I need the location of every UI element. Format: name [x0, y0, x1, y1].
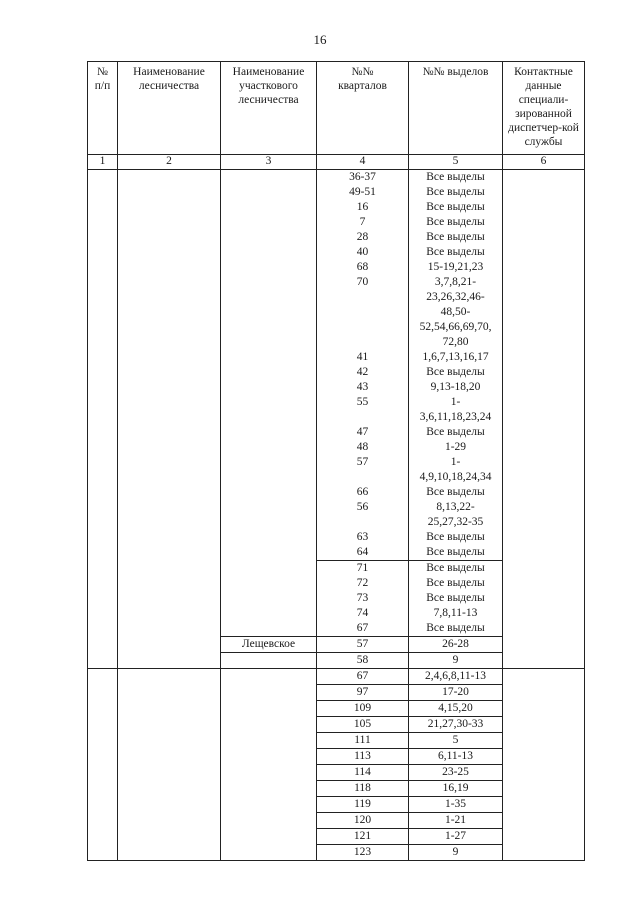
- cell-forestry: [118, 545, 221, 561]
- cell-plots: Все выделы: [409, 545, 503, 561]
- cell-quarter: 41: [317, 350, 409, 365]
- cell-district: [221, 749, 317, 765]
- cell-quarter: 120: [317, 813, 409, 829]
- table-row: [88, 275, 585, 350]
- table-row: [88, 215, 585, 230]
- cell-district: [221, 275, 317, 350]
- cell-num: [88, 606, 118, 621]
- table-row: [88, 765, 585, 781]
- header-cell-plots: №№ выделов: [409, 62, 503, 155]
- table-row: [88, 637, 585, 653]
- table-row: [88, 701, 585, 717]
- cell-contacts: [503, 380, 585, 395]
- cell-num: [88, 717, 118, 733]
- cell-quarter: 36-37: [317, 170, 409, 186]
- cell-district: [221, 829, 317, 845]
- cell-district: [221, 245, 317, 260]
- cell-contacts: [503, 845, 585, 861]
- cell-plots: 8,13,22- 25,27,32-35: [409, 500, 503, 530]
- cell-plots: Все выделы: [409, 561, 503, 577]
- header-cell-num: № п/п: [88, 62, 118, 155]
- cell-plots: 23-25: [409, 765, 503, 781]
- cell-quarter: 57: [317, 455, 409, 485]
- cell-quarter: 55: [317, 395, 409, 425]
- cell-forestry: [118, 170, 221, 186]
- cell-plots: Все выделы: [409, 425, 503, 440]
- cell-forestry: [118, 425, 221, 440]
- cell-plots: Все выделы: [409, 230, 503, 245]
- cell-district: [221, 200, 317, 215]
- cell-num: [88, 669, 118, 685]
- cell-district: [221, 395, 317, 425]
- cell-quarter: 58: [317, 653, 409, 669]
- cell-plots: Все выделы: [409, 200, 503, 215]
- cell-quarter: 48: [317, 440, 409, 455]
- cell-quarter: 16: [317, 200, 409, 215]
- cell-district: [221, 797, 317, 813]
- cell-plots: 1-35: [409, 797, 503, 813]
- cell-contacts: [503, 669, 585, 685]
- cell-num: [88, 200, 118, 215]
- cell-district: [221, 485, 317, 500]
- cell-contacts: [503, 733, 585, 749]
- table-row: [88, 380, 585, 395]
- cell-contacts: [503, 350, 585, 365]
- cell-num: [88, 455, 118, 485]
- cell-contacts: [503, 637, 585, 653]
- cell-plots: Все выделы: [409, 245, 503, 260]
- column-number: 6: [503, 155, 585, 170]
- cell-contacts: [503, 606, 585, 621]
- cell-quarter: 72: [317, 576, 409, 591]
- cell-plots: 1-27: [409, 829, 503, 845]
- cell-district: [221, 606, 317, 621]
- header-cell-quarters: №№ кварталов: [317, 62, 409, 155]
- cell-num: [88, 733, 118, 749]
- cell-plots: Все выделы: [409, 365, 503, 380]
- cell-quarter: 63: [317, 530, 409, 545]
- cell-district: [221, 653, 317, 669]
- cell-quarter: 57: [317, 637, 409, 653]
- cell-forestry: [118, 637, 221, 653]
- table-row: [88, 365, 585, 380]
- cell-num: [88, 245, 118, 260]
- cell-forestry: [118, 230, 221, 245]
- cell-quarter: 7: [317, 215, 409, 230]
- cell-district: [221, 500, 317, 530]
- cell-num: [88, 485, 118, 500]
- cell-contacts: [503, 797, 585, 813]
- header-cell-district: Наименование участкового лесничества: [221, 62, 317, 155]
- table-row: [88, 669, 585, 685]
- cell-district: [221, 365, 317, 380]
- cell-num: [88, 380, 118, 395]
- cell-forestry: [118, 275, 221, 350]
- cell-forestry: [118, 440, 221, 455]
- cell-num: [88, 749, 118, 765]
- cell-district: [221, 530, 317, 545]
- cell-num: [88, 365, 118, 380]
- cell-plots: Все выделы: [409, 170, 503, 186]
- cell-forestry: [118, 200, 221, 215]
- cell-num: [88, 653, 118, 669]
- cell-district: [221, 215, 317, 230]
- table-body: [88, 62, 585, 861]
- cell-num: [88, 545, 118, 561]
- cell-contacts: [503, 591, 585, 606]
- cell-plots: 16,19: [409, 781, 503, 797]
- cell-plots: 5: [409, 733, 503, 749]
- cell-forestry: [118, 591, 221, 606]
- cell-plots: 21,27,30-33: [409, 717, 503, 733]
- cell-forestry: [118, 733, 221, 749]
- cell-forestry: [118, 455, 221, 485]
- cell-num: [88, 440, 118, 455]
- cell-forestry: [118, 621, 221, 637]
- cell-district: [221, 669, 317, 685]
- cell-forestry: [118, 245, 221, 260]
- cell-contacts: [503, 395, 585, 425]
- cell-contacts: [503, 245, 585, 260]
- cell-district: [221, 350, 317, 365]
- table-row: [88, 425, 585, 440]
- cell-contacts: [503, 829, 585, 845]
- cell-forestry: [118, 215, 221, 230]
- cell-contacts: [503, 545, 585, 561]
- cell-forestry: [118, 576, 221, 591]
- cell-contacts: [503, 170, 585, 186]
- cell-plots: 1- 4,9,10,18,24,34: [409, 455, 503, 485]
- cell-num: [88, 275, 118, 350]
- cell-quarter: 40: [317, 245, 409, 260]
- cell-contacts: [503, 653, 585, 669]
- cell-quarter: 73: [317, 591, 409, 606]
- table-row: [88, 733, 585, 749]
- cell-quarter: 47: [317, 425, 409, 440]
- cell-quarter: 118: [317, 781, 409, 797]
- cell-district: [221, 576, 317, 591]
- cell-contacts: [503, 813, 585, 829]
- cell-forestry: [118, 717, 221, 733]
- cell-district: [221, 455, 317, 485]
- cell-num: [88, 230, 118, 245]
- cell-num: [88, 685, 118, 701]
- cell-forestry: [118, 500, 221, 530]
- cell-plots: 9,13-18,20: [409, 380, 503, 395]
- cell-num: [88, 425, 118, 440]
- cell-district: [221, 685, 317, 701]
- cell-district: [221, 561, 317, 577]
- column-number: 4: [317, 155, 409, 170]
- cell-quarter: 64: [317, 545, 409, 561]
- cell-forestry: [118, 380, 221, 395]
- cell-forestry: [118, 350, 221, 365]
- table-row: [88, 591, 585, 606]
- table-row: [88, 829, 585, 845]
- forestry-table: [87, 61, 585, 861]
- cell-quarter: 68: [317, 260, 409, 275]
- column-number-row: [88, 155, 585, 170]
- cell-quarter: 67: [317, 669, 409, 685]
- cell-contacts: [503, 230, 585, 245]
- cell-district: [221, 621, 317, 637]
- cell-district: Лещевское: [221, 637, 317, 653]
- cell-forestry: [118, 845, 221, 861]
- cell-contacts: [503, 530, 585, 545]
- cell-plots: 9: [409, 653, 503, 669]
- cell-num: [88, 500, 118, 530]
- cell-district: [221, 733, 317, 749]
- cell-district: [221, 717, 317, 733]
- cell-forestry: [118, 781, 221, 797]
- cell-contacts: [503, 260, 585, 275]
- cell-contacts: [503, 455, 585, 485]
- cell-district: [221, 440, 317, 455]
- cell-district: [221, 813, 317, 829]
- cell-plots: Все выделы: [409, 485, 503, 500]
- cell-plots: Все выделы: [409, 621, 503, 637]
- column-number: 5: [409, 155, 503, 170]
- cell-contacts: [503, 685, 585, 701]
- cell-forestry: [118, 669, 221, 685]
- cell-contacts: [503, 576, 585, 591]
- cell-forestry: [118, 395, 221, 425]
- table-row: [88, 685, 585, 701]
- cell-num: [88, 829, 118, 845]
- cell-quarter: 71: [317, 561, 409, 577]
- cell-district: [221, 591, 317, 606]
- table-row: [88, 230, 585, 245]
- table-row: [88, 350, 585, 365]
- table-row: [88, 545, 585, 561]
- cell-num: [88, 701, 118, 717]
- cell-plots: 26-28: [409, 637, 503, 653]
- cell-contacts: [503, 781, 585, 797]
- table-row: [88, 653, 585, 669]
- cell-plots: 4,15,20: [409, 701, 503, 717]
- cell-plots: Все выделы: [409, 576, 503, 591]
- cell-quarter: 105: [317, 717, 409, 733]
- cell-num: [88, 845, 118, 861]
- cell-plots: 1-29: [409, 440, 503, 455]
- table-row: [88, 260, 585, 275]
- column-number: 2: [118, 155, 221, 170]
- cell-quarter: 97: [317, 685, 409, 701]
- cell-num: [88, 813, 118, 829]
- table-row: [88, 485, 585, 500]
- table-row: [88, 606, 585, 621]
- table-row: [88, 245, 585, 260]
- cell-num: [88, 797, 118, 813]
- cell-num: [88, 637, 118, 653]
- cell-plots: 2,4,6,8,11-13: [409, 669, 503, 685]
- cell-district: [221, 380, 317, 395]
- cell-quarter: 67: [317, 621, 409, 637]
- cell-num: [88, 350, 118, 365]
- cell-district: [221, 425, 317, 440]
- table-row: [88, 530, 585, 545]
- header-cell-forestry: Наименование лесничества: [118, 62, 221, 155]
- cell-plots: 9: [409, 845, 503, 861]
- cell-num: [88, 185, 118, 200]
- cell-district: [221, 845, 317, 861]
- cell-quarter: 70: [317, 275, 409, 350]
- table-row: [88, 200, 585, 215]
- cell-contacts: [503, 440, 585, 455]
- cell-forestry: [118, 813, 221, 829]
- cell-plots: 7,8,11-13: [409, 606, 503, 621]
- cell-contacts: [503, 365, 585, 380]
- cell-forestry: [118, 765, 221, 781]
- cell-plots: 15-19,21,23: [409, 260, 503, 275]
- table-row: [88, 561, 585, 577]
- cell-num: [88, 215, 118, 230]
- table-row: [88, 185, 585, 200]
- cell-quarter: 113: [317, 749, 409, 765]
- table-row: [88, 170, 585, 186]
- cell-contacts: [503, 185, 585, 200]
- cell-contacts: [503, 275, 585, 350]
- cell-plots: 3,7,8,21- 23,26,32,46- 48,50- 52,54,66,69,70, 72,80: [409, 275, 503, 350]
- table-row: [88, 749, 585, 765]
- header-cell-contacts: Контактные данные специали-зированной диспетчер-кой службы: [503, 62, 585, 155]
- cell-quarter: 114: [317, 765, 409, 781]
- cell-quarter: 111: [317, 733, 409, 749]
- cell-contacts: [503, 425, 585, 440]
- column-number: 1: [88, 155, 118, 170]
- table-row: [88, 797, 585, 813]
- cell-quarter: 66: [317, 485, 409, 500]
- cell-num: [88, 561, 118, 577]
- cell-contacts: [503, 621, 585, 637]
- cell-num: [88, 765, 118, 781]
- cell-forestry: [118, 797, 221, 813]
- table-row: [88, 621, 585, 637]
- cell-num: [88, 621, 118, 637]
- cell-quarter: 28: [317, 230, 409, 245]
- table-row: [88, 813, 585, 829]
- cell-num: [88, 395, 118, 425]
- cell-plots: 1,6,7,13,16,17: [409, 350, 503, 365]
- cell-district: [221, 260, 317, 275]
- cell-district: [221, 701, 317, 717]
- table-row: [88, 845, 585, 861]
- cell-forestry: [118, 749, 221, 765]
- cell-quarter: 74: [317, 606, 409, 621]
- cell-district: [221, 765, 317, 781]
- cell-plots: 17-20: [409, 685, 503, 701]
- column-number: 3: [221, 155, 317, 170]
- cell-plots: 1- 3,6,11,18,23,24: [409, 395, 503, 425]
- cell-quarter: 119: [317, 797, 409, 813]
- page-number: 16: [313, 32, 327, 47]
- cell-contacts: [503, 765, 585, 781]
- table-row: [88, 455, 585, 485]
- cell-forestry: [118, 561, 221, 577]
- cell-forestry: [118, 606, 221, 621]
- cell-district: [221, 781, 317, 797]
- cell-quarter: 42: [317, 365, 409, 380]
- table-row: [88, 576, 585, 591]
- cell-forestry: [118, 185, 221, 200]
- cell-district: [221, 545, 317, 561]
- cell-plots: Все выделы: [409, 185, 503, 200]
- cell-district: [221, 170, 317, 186]
- cell-quarter: 56: [317, 500, 409, 530]
- cell-quarter: 43: [317, 380, 409, 395]
- cell-contacts: [503, 717, 585, 733]
- cell-num: [88, 781, 118, 797]
- cell-quarter: 109: [317, 701, 409, 717]
- cell-plots: Все выделы: [409, 215, 503, 230]
- cell-contacts: [503, 561, 585, 577]
- header-row: [88, 62, 585, 155]
- cell-contacts: [503, 701, 585, 717]
- cell-quarter: 49-51: [317, 185, 409, 200]
- cell-plots: 6,11-13: [409, 749, 503, 765]
- cell-num: [88, 170, 118, 186]
- cell-quarter: 123: [317, 845, 409, 861]
- cell-num: [88, 576, 118, 591]
- cell-plots: 1-21: [409, 813, 503, 829]
- cell-contacts: [503, 215, 585, 230]
- cell-plots: Все выделы: [409, 530, 503, 545]
- table-row: [88, 395, 585, 425]
- cell-forestry: [118, 685, 221, 701]
- cell-forestry: [118, 365, 221, 380]
- cell-district: [221, 230, 317, 245]
- table-row: [88, 781, 585, 797]
- cell-forestry: [118, 829, 221, 845]
- cell-num: [88, 530, 118, 545]
- table-row: [88, 500, 585, 530]
- cell-contacts: [503, 749, 585, 765]
- cell-forestry: [118, 260, 221, 275]
- table-row: [88, 440, 585, 455]
- cell-plots: Все выделы: [409, 591, 503, 606]
- cell-forestry: [118, 653, 221, 669]
- cell-quarter: 121: [317, 829, 409, 845]
- cell-num: [88, 591, 118, 606]
- cell-district: [221, 185, 317, 200]
- cell-num: [88, 260, 118, 275]
- cell-forestry: [118, 530, 221, 545]
- cell-contacts: [503, 485, 585, 500]
- table-row: [88, 717, 585, 733]
- cell-forestry: [118, 485, 221, 500]
- cell-contacts: [503, 200, 585, 215]
- cell-forestry: [118, 701, 221, 717]
- cell-contacts: [503, 500, 585, 530]
